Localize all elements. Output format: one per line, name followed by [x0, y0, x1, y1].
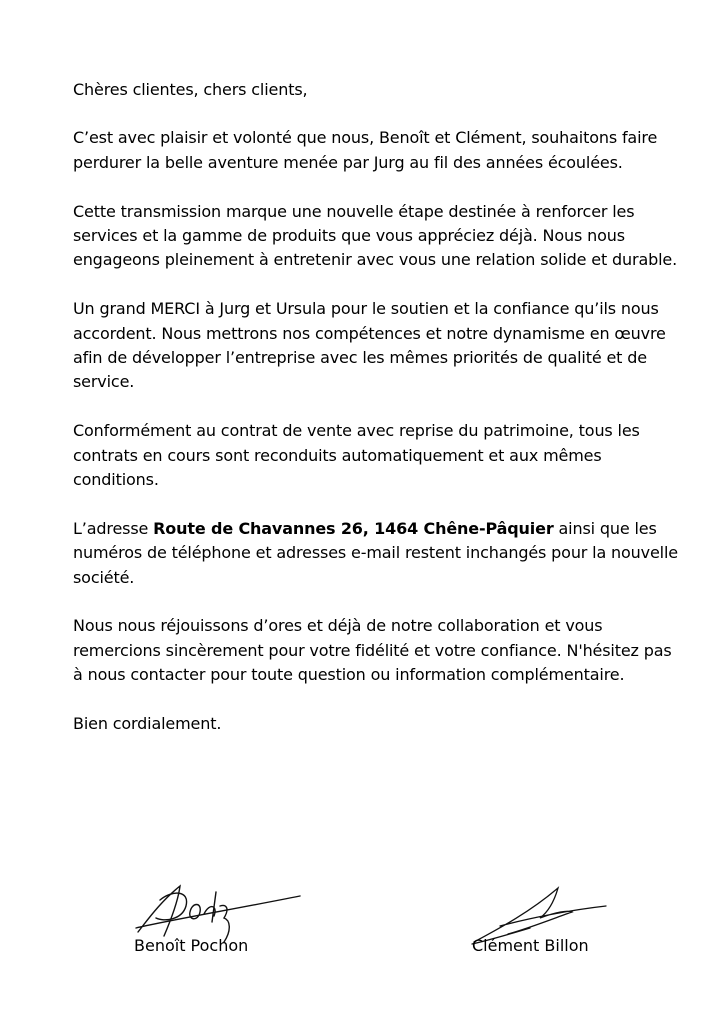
paragraph-collaboration: Nous nous réjouissons d’ores et déjà de notre collaboration et vous remercions sincèrement pour votre fidélité et votre confiance. N'hésitez pas à nous contacter pour toute question ou information complémentaire. [73, 616, 672, 685]
address-lead: L’adresse [73, 518, 154, 538]
closing: Bien cordialement. [73, 714, 222, 734]
address-tail: ainsi que les numéros de téléphone et adresses e-mail restent inchangés pour la nouvelle société. [73, 518, 678, 587]
paragraph-address [73, 517, 683, 590]
paragraph-contracts: Conformément au contrat de vente avec reprise du patrimoine, tous les contrats en cours sont reconduits automatiquement et aux mêmes conditions. [73, 421, 640, 490]
signature-name-pochon: Benoît Pochon [134, 936, 249, 955]
salutation: Chères clientes, chers clients, [73, 80, 308, 99]
signature-name-billon: Clément Billon [472, 936, 589, 955]
paragraph-intro: C’est avec plaisir et volonté que nous, Benoît et Clément, souhaitons faire perdurer la belle aventure menée par Jurg au fil des années écoulées. [73, 128, 658, 172]
address-bold: Route de Chavannes 26, 1464 Chêne-Pâquier [153, 518, 554, 538]
paragraph-thanks: Un grand MERCI à Jurg et Ursula pour le soutien et la confiance qu’ils nous accordent. Nous mettrons nos compétences et notre dynamisme en œuvre afin de développer l’entreprise avec les mêmes priorités de qualité et de service. [73, 299, 666, 392]
letter-body [73, 78, 683, 761]
paragraph-transmission: Cette transmission marque une nouvelle étape destinée à renforcer les services et la gamme de produits que vous appréciez déjà. Nous nous engageons pleinement à entretenir avec vous une relation solide et durable. [73, 201, 678, 270]
